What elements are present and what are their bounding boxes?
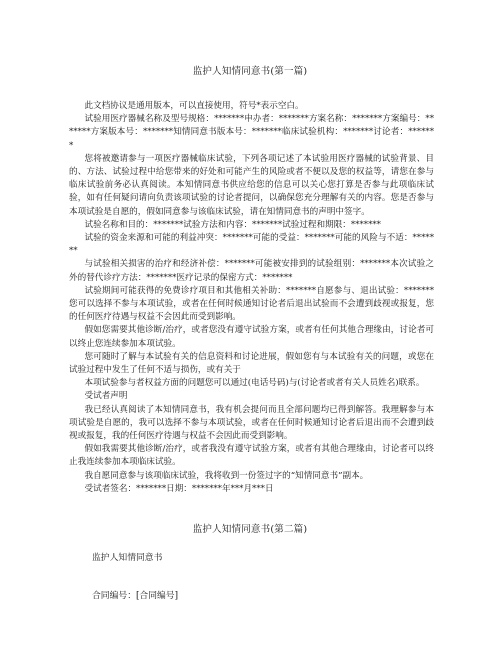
- contract-number-line: 合同编号：[合同编号]: [92, 591, 179, 601]
- subject-statement-heading: 受试者声明: [84, 391, 128, 402]
- subject-termination-paragraph: 假如我需要其他诊断/治疗，或者我没有遵守试验方案，或者有其他合理缘由，讨论者可以终止我连续参加本项临床试验。: [69, 444, 434, 468]
- intro-paragraph: 此文档协议是通用版本，可以直接使用，符号*表示空白。: [84, 101, 304, 111]
- voluntary-participation-paragraph: 试验期间可能获得的免费诊疗项目和其他相关补助：*******自愿参与、退出试验：*******您可以选择不参与本项试验，或者在任何时候通知讨论者后退出试验而不会遭到歧视或报复，您的任何医疗待遇与权益不会因此而受到影响。: [69, 285, 434, 323]
- document-title-part-one: 监护人知情同意书(第一篇): [192, 66, 308, 77]
- contact-paragraph: 本项试验参与者权益方面的问题您可以通过(电话号码)与(讨论者或者有关人员姓名)联系。: [84, 378, 425, 389]
- information-access-paragraph: 您可随时了解与本试验有关的信息资料和讨论进展，假如您有与本试验有关的问题，或您在试验过程中发生了任何不适与损伤，或有关于: [69, 351, 434, 376]
- subject-statement-paragraph: 我已经认真阅读了本知情同意书，我有机会提问而且全部问题均已得到解答。我理解参与本项试验是自愿的，我可以选择不参与本项试验，或者在任何时候通知讨论者后退出而不会遭到歧视或报复，我的任何医疗待遇与权益不会因此而受到影响。: [69, 404, 434, 442]
- tail-heading: 监护人知情同意书: [92, 553, 163, 563]
- consent-copy-paragraph: 我自愿同意参与该项临床试验，我将收到一份签过字的“知情同意书”副本。: [84, 470, 369, 481]
- signature-line: 受试者签名：*******日期：*******年***月***日: [84, 483, 274, 494]
- trial-purpose-paragraph: 试验名称和目的：*******试验方法和内容：*******试验过程和期限：*******: [84, 219, 381, 230]
- funding-risk-paragraph: 试验的资金来源和可能的利益冲突：*******可能的受益：*******可能的风险与不适：*******: [69, 233, 434, 257]
- document-title-part-two: 监护人知情同意书(第二篇): [192, 524, 308, 535]
- document-body: [69, 100, 434, 496]
- device-info-paragraph: 试验用医疗器械名称及型号规格：*******申办者：*******方案名称：*******方案编号：*******方案版本号：*******知情同意书版本号：*******临床试验机构：*******讨论者：*******: [69, 114, 434, 151]
- termination-paragraph: 假如您需要其他诊断/治疗，或者您没有遵守试验方案，或者有任何其他合理缘由，讨论者可以终止您连续参加本项试验。: [69, 325, 434, 349]
- invitation-paragraph: 您将被邀请参与一项医疗器械临床试验，下列各项记述了本试验用医疗器械的试验背景、目的、方法、试验过程中给您带来的好处和可能产生的风险或者不便以及您的权益等，请您在参与临床试验前务必认真阅读。本知情同意书供应给您的信息可以关心您打算是否参与此项临床试验，如有任何疑问请向负责该项试验的讨论者提问，以确保您充分理解有关的内容。您是否参与本项试验是自愿的，假如同意参与该临床试验，请在知情同意书的声明中签字。: [69, 153, 434, 217]
- compensation-paragraph: 与试验相关损害的治疗和经济补偿：*******可能被安排到的试验组别：*******本次试验之外的替代诊疗方法：*******医疗记录的保密方式：*******: [69, 259, 434, 283]
